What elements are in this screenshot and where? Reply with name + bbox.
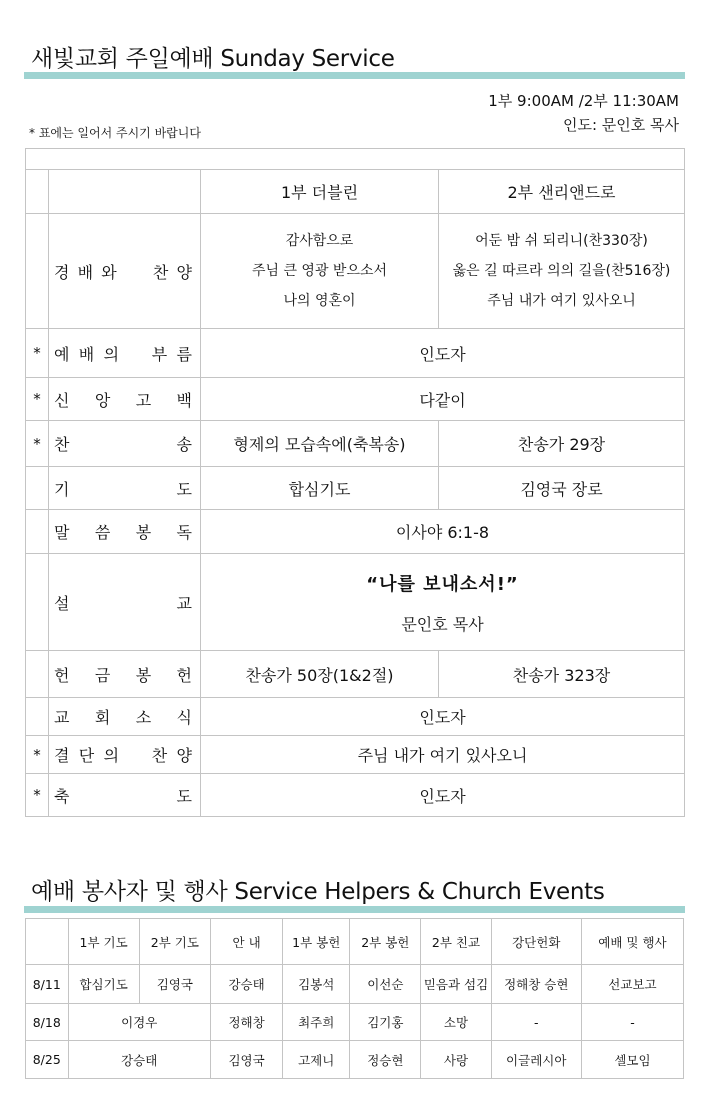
label-header-cell: [49, 170, 201, 214]
prayer-first: 합심기도: [201, 467, 439, 510]
column-header: 안 내: [210, 919, 282, 965]
column-header: 2부 봉헌: [350, 919, 421, 965]
event: 선교보고: [581, 965, 683, 1004]
service-info: [488, 89, 679, 137]
scripture-value: 이사야 6:1-8: [201, 510, 685, 554]
stand-mark: [26, 554, 49, 651]
commitment-song-value: 주님 내가 여기 있사오니: [201, 736, 685, 774]
column-header: [26, 919, 69, 965]
usher: 강승태: [210, 965, 282, 1004]
column-header: 1부 기도: [68, 919, 139, 965]
offering-1: 김봉석: [283, 965, 350, 1004]
song-item: 나의 영혼이: [283, 293, 356, 309]
standing-note: * 표에는 일어서 주시기 바랍니다: [29, 126, 201, 140]
column-header: 예배 및 행사: [581, 919, 683, 965]
benediction-value: 인도자: [201, 774, 685, 817]
call-to-worship-value: 인도자: [201, 329, 685, 378]
service-leader: 인도: 문인호 목사: [562, 116, 679, 134]
prayer-2: 김영국: [139, 965, 210, 1004]
altar-flowers: -: [491, 1004, 581, 1041]
helpers-title: 예배 봉사자 및 행사 Service Helpers & Church Events: [31, 879, 605, 905]
offering-1: 최주희: [283, 1004, 350, 1041]
row-label-scripture: 말 씀 봉 독: [49, 510, 201, 554]
worship-second-songs: [439, 214, 685, 329]
stand-mark: [26, 467, 49, 510]
table-row: [26, 1041, 684, 1079]
column-header: 2부 기도: [139, 919, 210, 965]
offering-first: 찬송가 50장(1&2절): [201, 651, 439, 698]
first-service-header: 1부 더블린: [201, 170, 439, 214]
blank-header-row: [26, 149, 685, 170]
row-label-worship: 경 배 와 찬 양: [49, 214, 201, 329]
column-header: 1부 봉헌: [283, 919, 350, 965]
worship-first-songs: [201, 214, 439, 329]
star-cell: [26, 170, 49, 214]
fellowship: 소망: [421, 1004, 491, 1041]
song-item: 감사함으로: [285, 233, 354, 249]
sermon-cell: [201, 554, 685, 651]
stand-mark: [26, 651, 49, 698]
stand-mark: *: [26, 774, 49, 817]
row-label-offering: 헌 금 봉 헌: [49, 651, 201, 698]
row-date: 8/18: [26, 1004, 69, 1041]
stand-mark: *: [26, 378, 49, 421]
event: 셀모임: [581, 1041, 683, 1079]
page-title: 새빛교회 주일예배 Sunday Service: [31, 46, 395, 72]
row-label-announcements: 교 회 소 식: [49, 698, 201, 736]
hymn-first: 형제의 모습속에(축복송): [201, 421, 439, 467]
event: -: [581, 1004, 683, 1041]
stand-mark: *: [26, 736, 49, 774]
stand-mark: [26, 698, 49, 736]
prayer-1: 합심기도: [68, 965, 139, 1004]
row-date: 8/25: [26, 1041, 69, 1079]
offering-second: 찬송가 323장: [439, 651, 685, 698]
fellowship: 사랑: [421, 1041, 491, 1079]
offering-2: 정승현: [350, 1041, 421, 1079]
song-item: 주님 내가 여기 있사오니: [487, 293, 636, 309]
title-divider: [24, 72, 685, 79]
order-of-service-table: [25, 148, 685, 817]
second-service-header: 2부 샌리앤드로: [439, 170, 685, 214]
confession-value: 다같이: [201, 378, 685, 421]
prayer-both: 강승태: [68, 1041, 210, 1079]
service-times: 1부 9:00AM /2부 11:30AM: [488, 92, 679, 110]
prayer-both: 이경우: [68, 1004, 210, 1041]
offering-2: 김기홍: [350, 1004, 421, 1041]
announcements-value: 인도자: [201, 698, 685, 736]
row-label-hymn: 찬 송: [49, 421, 201, 467]
sermon-title: “나를 보내소서!”: [366, 573, 519, 595]
row-label-call-to-worship: 예 배 의 부 름: [49, 329, 201, 378]
song-item: 어둔 밤 쉬 되리니(찬330장): [475, 233, 648, 249]
row-date: 8/11: [26, 965, 69, 1004]
row-label-sermon: 설 교: [49, 554, 201, 651]
stand-mark: [26, 510, 49, 554]
helpers-header-row: [26, 919, 684, 965]
offering-2: 이선순: [350, 965, 421, 1004]
prayer-second: 김영국 장로: [439, 467, 685, 510]
row-label-prayer: 기 도: [49, 467, 201, 510]
sermon-preacher: 문인호 목사: [401, 614, 484, 634]
fellowship: 믿음과 섬김: [421, 965, 491, 1004]
stand-mark: *: [26, 421, 49, 467]
usher: 정해창: [210, 1004, 282, 1041]
altar-flowers: 정해창 승현: [491, 965, 581, 1004]
column-header: 강단헌화: [491, 919, 581, 965]
row-label-commitment-song: 결 단 의 찬 양: [49, 736, 201, 774]
table-row: [26, 1004, 684, 1041]
offering-1: 고제니: [283, 1041, 350, 1079]
song-item: 옳은 길 따르라 의의 길을(찬516장): [452, 263, 671, 279]
helpers-divider: [24, 906, 685, 913]
star-cell: [26, 214, 49, 329]
song-item: 주님 큰 영광 받으소서: [251, 263, 388, 279]
helpers-table: [25, 918, 684, 1079]
stand-mark: *: [26, 329, 49, 378]
row-label-benediction: 축 도: [49, 774, 201, 817]
table-row: [26, 965, 684, 1004]
usher: 김영국: [210, 1041, 282, 1079]
altar-flowers: 이글레시아: [491, 1041, 581, 1079]
hymn-second: 찬송가 29장: [439, 421, 685, 467]
column-header: 2부 친교: [421, 919, 491, 965]
row-label-confession: 신 앙 고 백: [49, 378, 201, 421]
